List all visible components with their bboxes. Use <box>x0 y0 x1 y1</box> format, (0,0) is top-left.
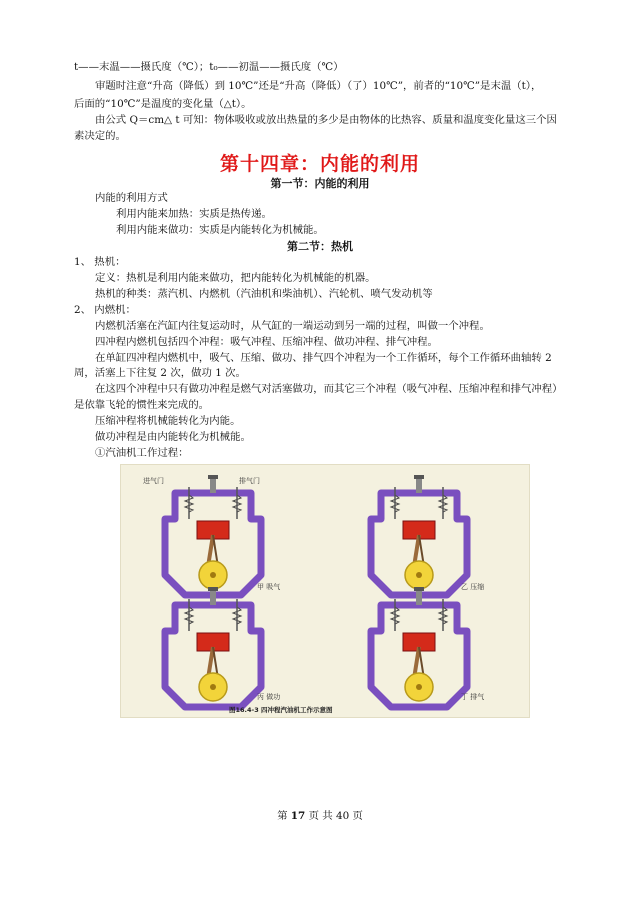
item-2-heading: 2、 内燃机： <box>74 304 136 316</box>
four-stroke-engine-figure <box>120 464 530 718</box>
stroke-label-b: 乙 压缩 <box>461 583 485 591</box>
intro-line-3: 后面的“10℃”是温度的变化量（△t）。 <box>74 98 252 110</box>
paragraph-stroke-definition: 内燃机活塞在汽缸内往复运动时，从气缸的一端运动到另一端的过程，叫做一个冲程。 <box>95 320 490 332</box>
section-1-line-2: 利用内能来加热：实质是热传递。 <box>116 208 272 220</box>
intro-line-4: 由公式 Q＝cm△ t 可知：物体吸收或放出热量的多少是由物体的比热容、质量和温度变化量这三个因 <box>95 114 557 126</box>
section-1-title: 第一节：内能的利用 <box>270 177 370 190</box>
stroke-label-a: 甲 吸气 <box>257 583 281 591</box>
paragraph-power-stroke: 做功冲程是由内能转化为机械能。 <box>95 431 251 443</box>
current-page-number: 17 <box>290 810 306 822</box>
footer-prefix: 第 <box>277 810 288 822</box>
paragraph-cycle-line-1: 在单缸四冲程内燃机中，吸气、压缩、做功、排气四个冲程为一个工作循环，每个工作循环曲轴转 2 <box>95 352 552 364</box>
item-1-heading: 1、 热机： <box>74 256 126 268</box>
intake-valve-label: 进气门 <box>143 477 164 485</box>
paragraph-power-line-1: 在这四个冲程中只有做功冲程是燃气对活塞做功，而其它三个冲程（吸气冲程、压缩冲程和排气冲程） <box>95 383 563 395</box>
footer-suffix: 页 <box>352 810 363 822</box>
gasoline-engine-heading: ①汽油机工作过程： <box>95 447 189 459</box>
total-pages: 40 <box>335 810 350 822</box>
intro-line-1: t——末温——摄氏度（℃）；t₀——初温——摄氏度（℃） <box>74 61 344 73</box>
exhaust-stroke-engine <box>371 587 484 707</box>
intake-stroke-engine <box>143 475 280 595</box>
paragraph-four-strokes: 四冲程内燃机包括四个冲程：吸气冲程、压缩冲程、做功冲程、排气冲程。 <box>95 336 438 348</box>
paragraph-cycle-line-2: 周，活塞上下往复 2 次，做功 1 次。 <box>74 367 246 379</box>
heat-engine-definition: 定义：热机是利用内能来做功，把内能转化为机械能的机器。 <box>95 272 376 284</box>
section-1-line-3: 利用内能来做功：实质是内能转化为机械能。 <box>116 224 324 236</box>
compression-stroke-engine <box>371 475 484 595</box>
page-footer <box>0 807 640 822</box>
power-stroke-engine <box>165 587 280 707</box>
paragraph-compression: 压缩冲程将机械能转化为内能。 <box>95 415 241 427</box>
exhaust-valve-label: 排气门 <box>239 477 260 485</box>
paragraph-power-line-2: 是依靠飞轮的惯性来完成的。 <box>74 399 210 411</box>
stroke-label-d: 丁 排气 <box>461 693 485 701</box>
section-1-line-1: 内能的利用方式 <box>95 192 168 204</box>
section-2-title: 第二节：热机 <box>287 240 353 253</box>
chapter-title: 第十四章：内能的利用 <box>219 153 420 175</box>
intro-line-5: 素决定的。 <box>74 130 126 142</box>
intro-line-2: 审题时注意“升高（降低）到 10℃”还是“升高（降低）（了）10℃”，前者的“10℃”是末温（t）， <box>95 80 542 92</box>
figure-caption: 图16.4-3 四冲程汽油机工作示意图 <box>229 706 333 714</box>
heat-engine-types: 热机的种类：蒸汽机、内燃机（汽油机和柴油机）、汽轮机、喷气发动机等 <box>95 288 433 300</box>
footer-middle: 页 共 <box>308 810 333 822</box>
stroke-label-c: 丙 做功 <box>257 693 281 701</box>
engine-diagram <box>121 465 529 717</box>
